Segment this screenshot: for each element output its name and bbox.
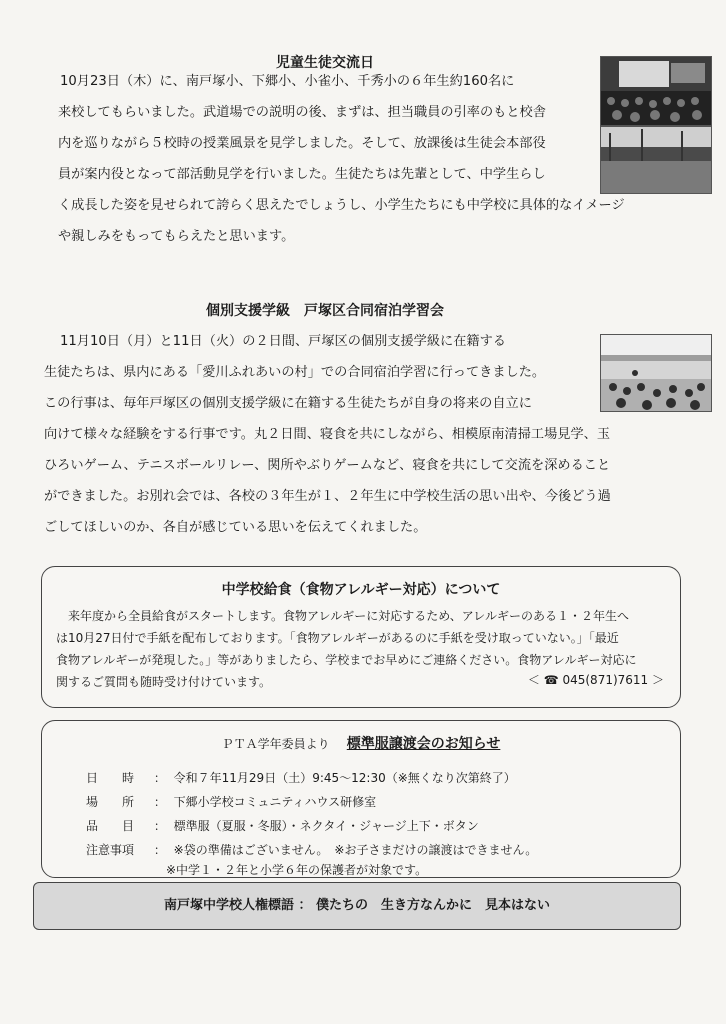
- pta-header: [42, 733, 680, 753]
- pta-row-notes: 注意事項 ： ※袋の準備はございません。 ※お子さまだけの譲渡はできません。: [86, 843, 538, 857]
- pta-row-value: 標準服（夏服・冬服）・ネクタイ・ジャージ上下・ボタン: [173, 819, 479, 833]
- section1-line: 内を巡りながら５校時の授業風景を見学しました。そして、放課後は生徒会本部役: [58, 136, 546, 151]
- section1-title: 児童生徒交流日: [276, 55, 374, 71]
- assembly-photo: [600, 56, 712, 126]
- pta-row-value: 令和７年11月29日（土）9:45～12:30（※無くなり次第終了）: [173, 771, 516, 785]
- pta-from: ＰＴＡ学年委員より: [221, 737, 330, 751]
- uniform-exchange-notice: [41, 720, 681, 878]
- pta-title: 標準服譲渡会のお知らせ: [346, 736, 501, 752]
- section2-line: ごしてほしいのか、各自が感じている思いを伝えてくれました。: [44, 520, 427, 535]
- section1-line: 10月23日（木）に、南戸塚小、下郷小、小雀小、千秀小の６年生約160名に: [60, 74, 515, 89]
- pta-row-place: 場 所 ： 下郷小学校コミュニティハウス研修室: [86, 795, 377, 809]
- pta-row-date: 日 時 ： 令和７年11月29日（土）9:45～12:30（※無くなり次第終了）: [86, 771, 516, 785]
- section2-body: [44, 326, 611, 543]
- lunch-notice-title: 中学校給食（食物アレルギー対応）について: [221, 582, 501, 598]
- phone-contact: ＜ ☎ 045(871)7611 ＞: [527, 673, 664, 687]
- pta-row-value: ※袋の準備はございません。 ※お子さまだけの譲渡はできません。: [173, 843, 538, 857]
- lunch-notice-line: 関するご質問も随時受け付けています。: [56, 675, 272, 689]
- pta-row-items: 品 目 ： 標準服（夏服・冬服）・ネクタイ・ジャージ上下・ボタン: [86, 819, 479, 833]
- section2-line: ひろいゲーム、テニスボールリレー、関所やぶりゲームなど、寝食を共にして交流を深めること: [44, 458, 611, 473]
- section2-line: 生徒たちは、県内にある「愛川ふれあいの村」での合同宿泊学習に行ってきました。: [44, 365, 546, 380]
- pta-row-label: 日 時: [86, 771, 135, 785]
- lunch-notice-line: 食物アレルギーが発現した。」等がありましたら、学校までお早めにご連絡ください。食物アレルギー対応に: [56, 653, 637, 667]
- section2-line: 向けて様々な経験をする行事です。丸２日間、寝食を共にしながら、相模原南清掃工場見学、玉: [44, 427, 611, 442]
- section2-title: 個別支援学級 戸塚区合同宿泊学習会: [206, 303, 444, 319]
- human-rights-motto: 南戸塚中学校人権標語 ： 僕たちの 生き方なんかに 見本はない: [33, 882, 681, 930]
- section1-line: や親しみをもってもらえたと思います。: [58, 229, 295, 244]
- gym-event-photo: [600, 334, 712, 412]
- school-grounds-photo: [600, 126, 712, 194]
- lunch-notice-line: 来年度から全員給食がスタートします。食物アレルギーに対応するため、アレルギーのある１・２年生へ: [68, 609, 630, 623]
- section1-body: [58, 66, 625, 252]
- pta-row-value: 下郷小学校コミュニティハウス研修室: [173, 795, 377, 809]
- section1-line: く成長した姿を見せられて誇らく思えたでしょうし、小学生たちにも中学校に具体的なイメージ: [58, 198, 625, 213]
- pta-row-label: 場 所: [86, 795, 135, 809]
- lunch-notice-line: は10月27日付で手紙を配布しております。「食物アレルギーがあるのに手紙を受け取っていない。」「最近: [56, 631, 619, 645]
- section1-line: 員が案内役となって部活動見学を行いました。生徒たちは先輩として、中学生らし: [58, 167, 546, 182]
- pta-note: ※中学１・２年と小学６年の保護者が対象です。: [166, 863, 428, 877]
- pta-row-label: 注意事項: [86, 843, 135, 857]
- section2-line: この行事は、毎年戸塚区の個別支援学級に在籍する生徒たちが自身の将来の自立に: [44, 396, 532, 411]
- school-lunch-notice: [41, 566, 681, 708]
- pta-row-label: 品 目: [86, 819, 135, 833]
- section1-line: 来校してもらいました。武道場での説明の後、まずは、担当職員の引率のもと校舎: [58, 105, 546, 120]
- section2-line: 11月10日（月）と11日（火）の２日間、戸塚区の個別支援学級に在籍する: [60, 334, 506, 349]
- section2-line: ができました。お別れ会では、各校の３年生が１、２年生に中学校生活の思い出や、今後どう過: [44, 489, 611, 504]
